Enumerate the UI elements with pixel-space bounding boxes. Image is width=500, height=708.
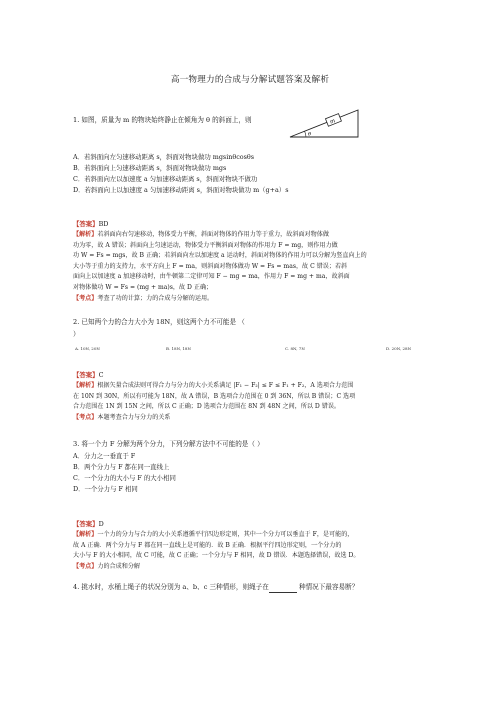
q1-option-d: D．若斜面向上以加速度 a 匀加速移动距离 s，斜面对物块做功 m（g+a）s [73,186,289,194]
q1-analysis-line-3: 功 W = Fs = mgs，故 B 正确；若斜面向左以加速度 a 运动时，斜面对物体的作用力可以分解为竖直向上的 [73,252,367,260]
incline-triangle [290,110,358,137]
q4-stem-part-1: 4. 挑水时，水桶上绳子的状况分别为 a、b、c 三种情形，则绳子在 [73,583,269,591]
q3-analysis-line-3: 大小与 F 的大小相同，故 C 可能，故 C 正确；一个分力与 F 相同，故 D 错误．本题选择错误，故选 D。 [73,552,360,560]
q2-answer-line [73,371,103,381]
q1-analysis-line-4: 大小等于重力的支持力，水平方向上 F = ma，则斜面对物体做功 W = Fs = mas，故 C 错误；若斜 [73,262,348,270]
q1-point-tag: 【考点】 [73,294,98,302]
q1-answer-value: BD [98,220,109,228]
document-title: 高一物理力的合成与分解试题答案及解析 [170,75,330,85]
block-group [325,114,341,127]
q3-answer-line [73,520,104,530]
angle-arc [305,131,307,137]
q1-analysis-line-1: 若斜面向右匀速移动，物体受力平衡，斜面对物体的作用力等于重力，故斜面对物体做 [97,231,329,238]
q3-option-d: D．一个分力与 F 相同 [73,485,138,493]
q2-point-text: 本题考查合力与分力的关系 [97,413,171,421]
incline-figure [286,106,362,140]
q2-answer-tag: 【答案】 [73,371,99,379]
q2-analysis-line-1: 根据矢量合成法则可得合力与分力的大小关系满足 |F₁ − F₂| ≤ F ≤ F₁ + F₂，A 选项合力范围 [97,382,354,389]
q1-analysis-tag: 【解析】 [73,231,98,238]
q2-analysis [73,381,355,423]
q2-answer-value: C [98,371,104,379]
q1-option-a: A．若斜面向左匀速移动距离 s，斜面对物块做功 mgsinθcosθs [73,153,255,161]
q3-point-text: 力的合成和分解 [97,562,141,570]
q1-stem: 1. 如图，质量为 m 的物块始终静止在倾角为 θ 的斜面上，则 [73,116,252,124]
q3-stem: 3. 将一个力 F 分解为两个分力，下列分解方法中不可能的是（ ） [73,440,264,448]
q4-answer-blank [269,586,297,593]
q4-stem-part-2: 种情况下最容易断？ [296,583,359,591]
q1-answer-tag: 【答案】 [73,220,99,228]
q2-stem: 2. 已知两个力的合力大小为 18N，则这两个力不可能是 （ [73,318,245,326]
q1-option-c: C．若斜面向左以加速度 a 匀加速移动距离 s，斜面对物块不做功 [73,175,258,183]
q1-point-text: 考查了功的计算；力的合成与分解的运用。 [97,294,214,302]
q2-option-b: B. 18N, 18N [166,346,191,351]
q1-analysis-line-5: 面向上以加速度 a 加速移动时，由牛顿第二定律可知 F − mg = ma，作用力 F = mg + ma，故斜面 [73,273,350,281]
q3-option-b: B．两个分力与 F 都在同一直线上 [73,463,170,471]
q1-analysis [73,230,367,304]
q1-option-b: B．若斜面向上匀速移动距离 s，斜面对物块做功 mgs [73,164,227,172]
block-mass-label: m [329,118,337,126]
q1-analysis-line-2: 功为零，故 A 错误；斜面向上匀速运动，物体受力平衡斜面对物体的作用力 F = mg，则作用力做 [73,241,338,249]
q2-point-tag: 【考点】 [73,413,98,421]
q3-answer-tag: 【答案】 [73,520,99,528]
q3-analysis-line-2: 故 A 正确．两个分力与 F 都在同一直线上是可能的．故 B 正确．根据平行四边形定则，一个分力的 [73,541,342,549]
q2-analysis-line-2: 在 10N 到 30N，所以有可能为 18N，故 A 错误，B 选项合力范围在 0 到 36N，所以 B 错误；C 选项 [73,392,356,400]
q3-option-c: C．一个分力的大小与 F 的大小相同 [73,474,176,482]
q3-analysis [73,530,360,572]
q3-analysis-tag: 【解析】 [73,531,98,538]
q1-answer-line [73,220,108,230]
q3-option-a: A．分力之一垂直于 F [73,452,136,460]
q2-analysis-tag: 【解析】 [73,382,98,389]
q2-option-d: D. 20N, 28N [386,346,412,351]
q4-stem [73,583,358,593]
q2-analysis-line-3: 合力范围在 1N 到 15N 之间，所以 C 正确；D 选项合力范围在 8N 到 48N 之间，所以 D 错误。 [73,403,341,411]
q1-analysis-line-6: 对物体做功 W = Fs = (mg + ma)s，故 D 正确； [73,283,213,291]
q2-option-c: C. 8N, 7N [285,346,305,351]
q2-option-a: A. 10N, 20N [75,346,100,351]
q2-stem-end: ） [73,330,80,338]
q3-answer-value: D [98,520,104,528]
q3-analysis-line-1: 一个力的分力与合力的大小关系遵循平行四边形定则，其中一个分力可以垂直于 F，是可能的， [97,531,354,538]
q3-point-tag: 【考点】 [73,562,98,570]
angle-theta-label: θ [308,131,312,138]
